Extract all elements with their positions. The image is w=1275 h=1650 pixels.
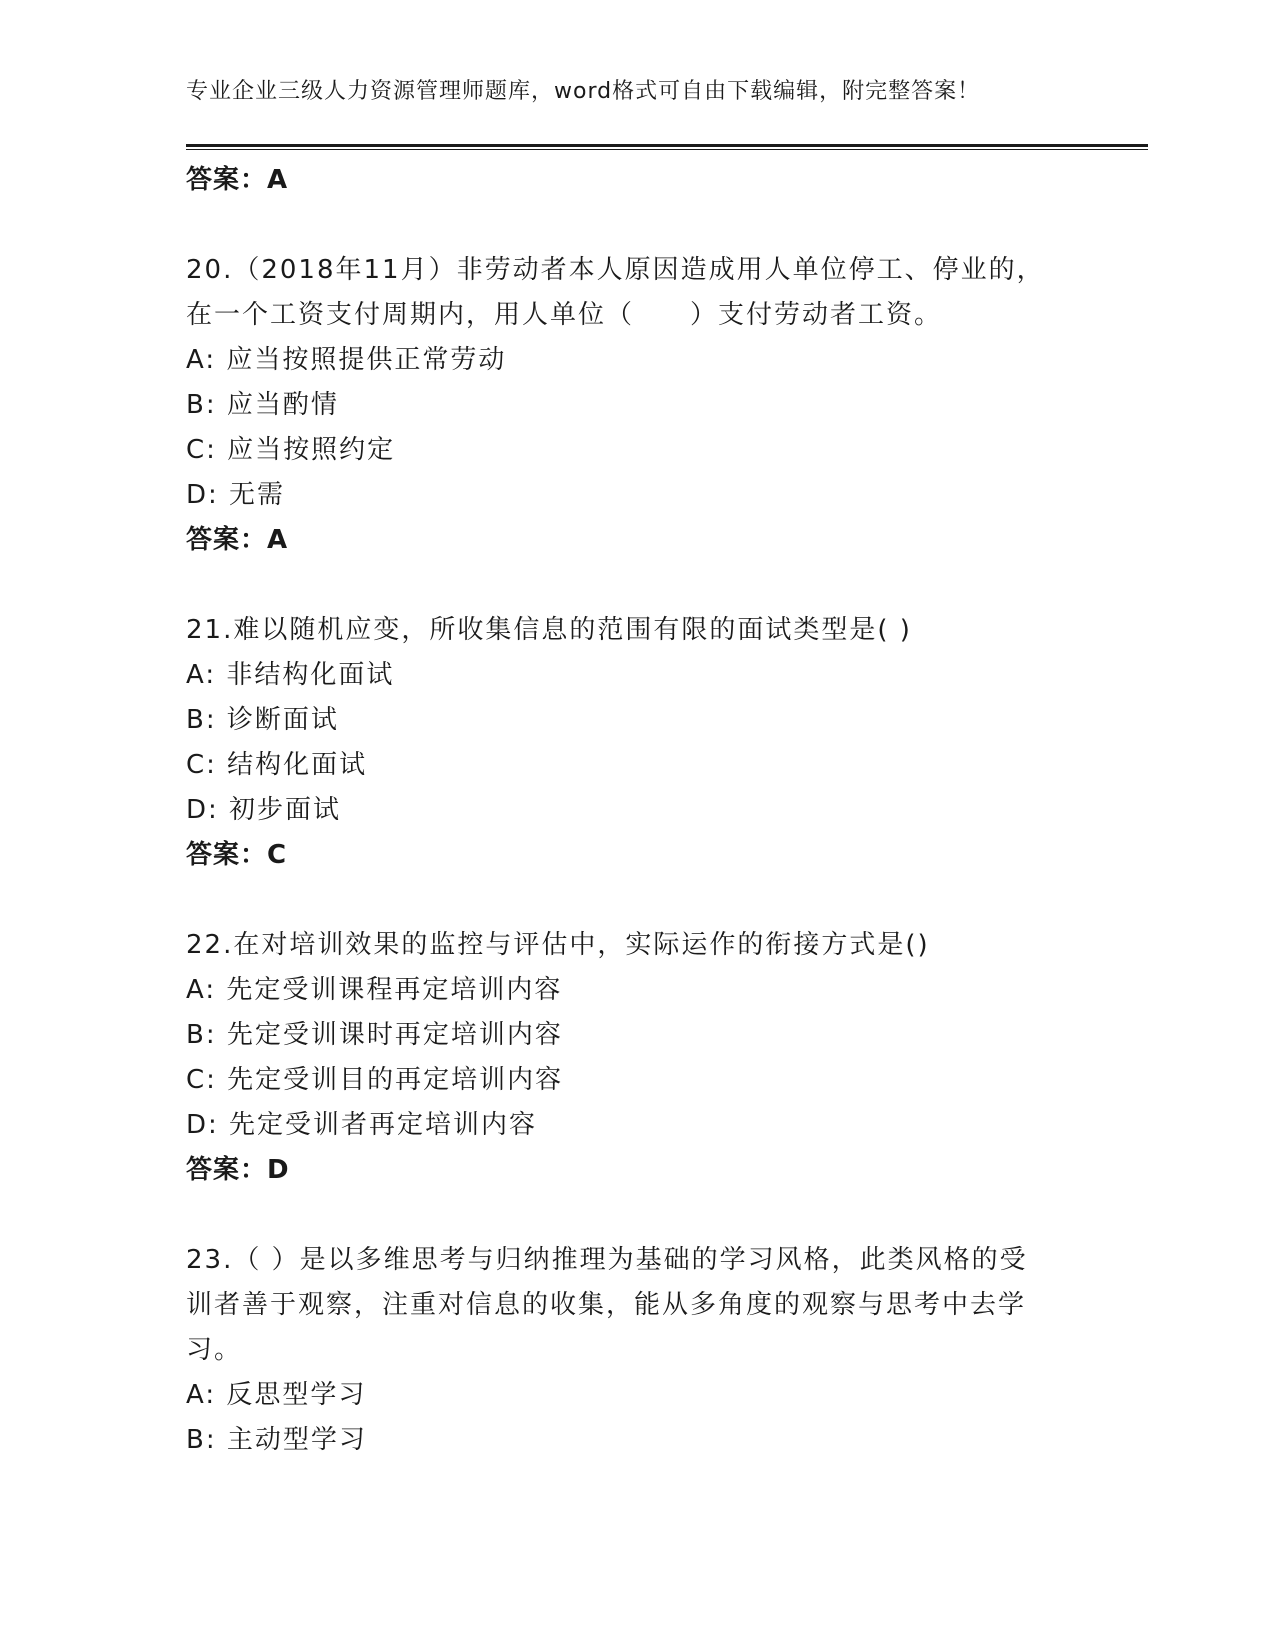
option-b: B: 应当酌情 — [186, 390, 339, 420]
option-c: C: 应当按照约定 — [186, 435, 396, 465]
option-a: A: 反思型学习 — [186, 1380, 367, 1410]
previous-answer: 答案：A — [186, 165, 289, 195]
spacer — [186, 878, 1066, 923]
option-d: D: 无需 — [186, 480, 286, 510]
option-a: A: 先定受训课程再定培训内容 — [186, 975, 563, 1005]
answer: 答案：D — [186, 1155, 290, 1185]
option-b: B: 主动型学习 — [186, 1425, 367, 1455]
spacer — [186, 203, 1066, 248]
option-b: B: 先定受训课时再定培训内容 — [186, 1020, 563, 1050]
question-stem-line: 22.在对培训效果的监控与评估中，实际运作的衔接方式是() — [186, 930, 930, 960]
question-stem-line: 训者善于观察，注重对信息的收集，能从多角度的观察与思考中去学 — [186, 1290, 1027, 1320]
option-d: D: 先定受训者再定培训内容 — [186, 1110, 538, 1140]
header-rule-thin — [186, 149, 1148, 150]
question-stem-line: 20.（2018年11月）非劳动者本人原因造成用人单位停工、停业的， — [186, 255, 1045, 285]
question-20 — [186, 248, 1066, 563]
header-rule-thick — [186, 144, 1148, 147]
option-a: A: 应当按照提供正常劳动 — [186, 345, 507, 375]
question-stem-line: 23.（ ）是以多维思考与归纳推理为基础的学习风格，此类风格的受 — [186, 1245, 1028, 1275]
answer: 答案：A — [186, 525, 289, 555]
option-c: C: 先定受训目的再定培训内容 — [186, 1065, 564, 1095]
question-stem-line: 习。 — [186, 1335, 243, 1365]
option-d: D: 初步面试 — [186, 795, 342, 825]
question-23 — [186, 1238, 1066, 1463]
answer: 答案：C — [186, 840, 288, 870]
option-a: A: 非结构化面试 — [186, 660, 395, 690]
option-b: B: 诊断面试 — [186, 705, 339, 735]
option-c: C: 结构化面试 — [186, 750, 368, 780]
spacer — [186, 1193, 1066, 1238]
question-21 — [186, 608, 1066, 878]
spacer — [186, 563, 1066, 608]
question-list — [186, 158, 1066, 1463]
question-stem-line: 21.难以随机应变，所收集信息的范围有限的面试类型是( ) — [186, 615, 912, 645]
question-stem-line: 在一个工资支付周期内，用人单位（ ）支付劳动者工资。 — [186, 300, 943, 330]
page-header: 专业企业三级人力资源管理师题库，word格式可自由下载编辑，附完整答案！ — [186, 79, 981, 104]
question-22 — [186, 923, 1066, 1193]
